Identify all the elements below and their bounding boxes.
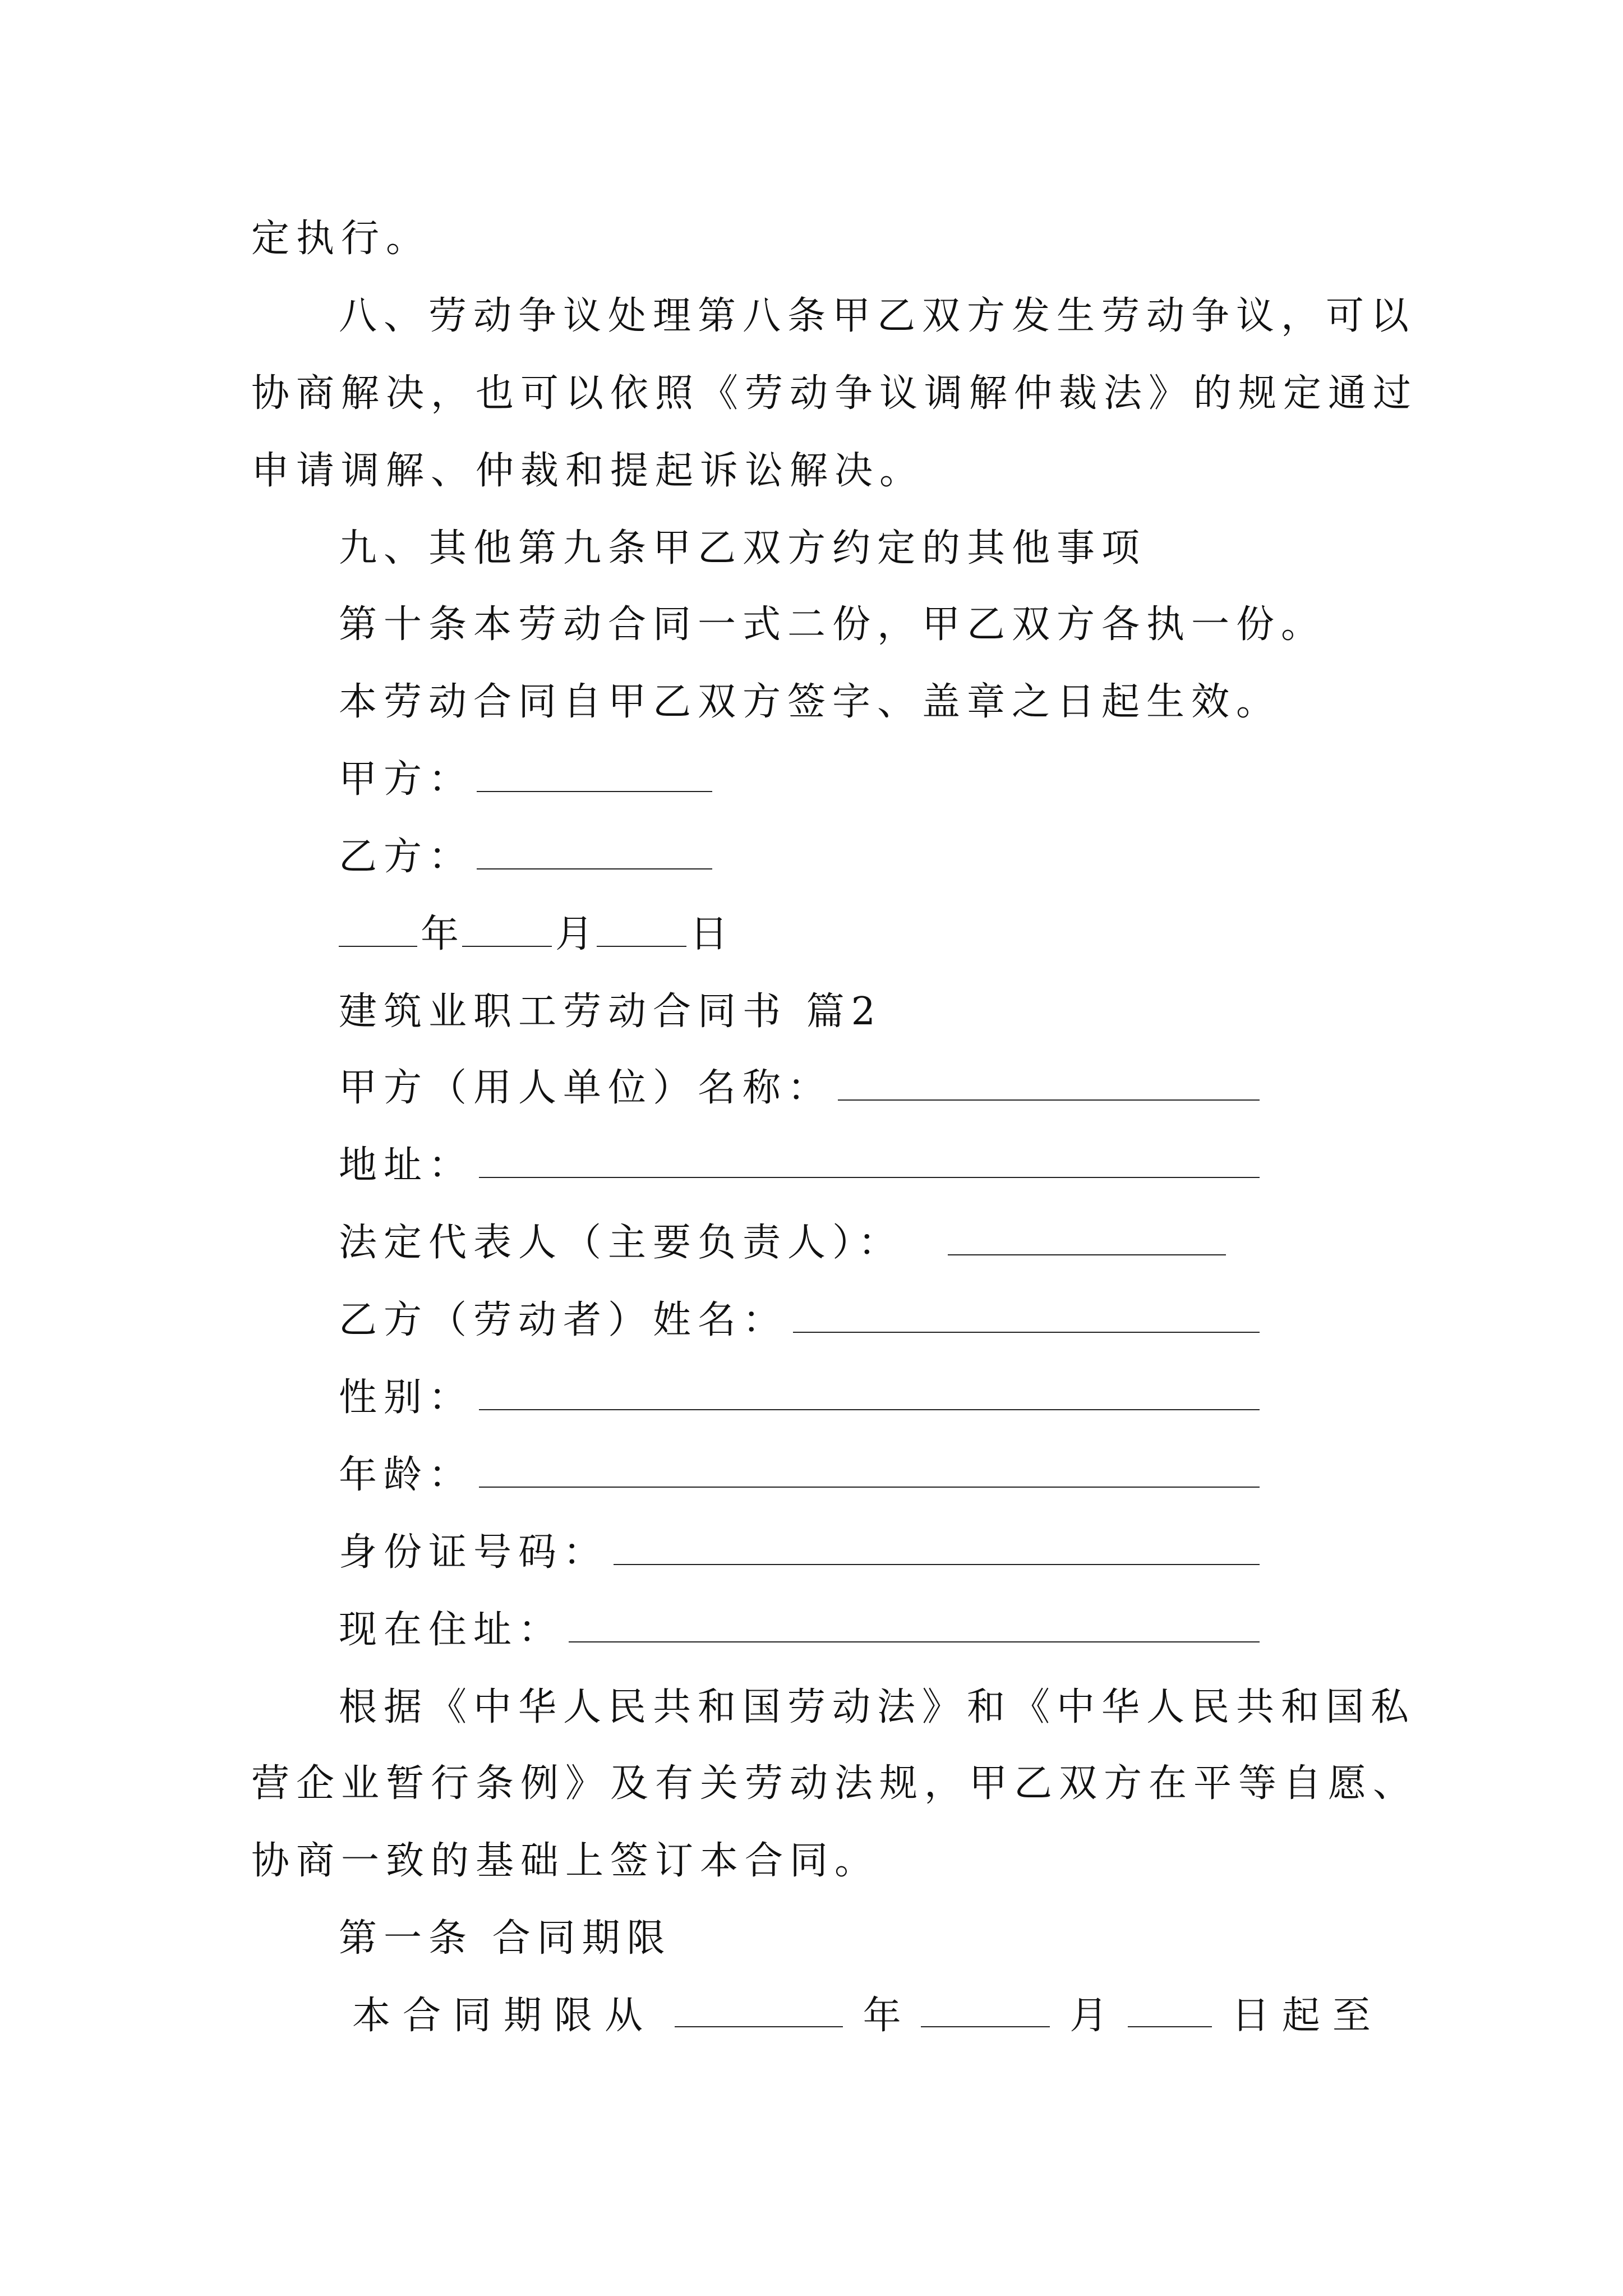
worker-name-blank[interactable]	[793, 1303, 1260, 1333]
residence-blank[interactable]	[569, 1612, 1260, 1642]
employer-name-field	[339, 1066, 1260, 1110]
party-b-label: 乙方：	[339, 835, 474, 879]
text-line: 申请调解、仲裁和提起诉讼解决。	[251, 449, 925, 493]
party-b-blank[interactable]	[477, 839, 712, 869]
term-start-year-blank[interactable]	[675, 1997, 843, 2027]
id-number-blank[interactable]	[614, 1535, 1260, 1565]
age-blank[interactable]	[479, 1457, 1260, 1488]
legal-rep-blank[interactable]	[948, 1225, 1226, 1255]
month-label: 月	[555, 912, 594, 956]
text-line: 九、其他第九条甲乙双方约定的其他事项	[339, 526, 1147, 570]
date-line	[339, 912, 728, 956]
gender-field	[339, 1375, 1260, 1420]
address-label: 地址：	[339, 1143, 474, 1188]
gender-blank[interactable]	[479, 1380, 1260, 1410]
age-label: 年龄：	[339, 1453, 474, 1497]
employer-name-label: 甲方（用人单位）名称：	[339, 1066, 833, 1110]
day-blank[interactable]	[597, 917, 686, 947]
term-start-day-blank[interactable]	[1128, 1997, 1212, 2027]
term-year-label: 年	[863, 1994, 901, 2038]
contract-term-line	[352, 1994, 1383, 2038]
article-1-heading: 第一条 合同期限	[339, 1916, 672, 1961]
text-line: 协商一致的基础上签订本合同。	[251, 1839, 880, 1883]
id-number-label: 身份证号码：	[339, 1530, 608, 1575]
term-from-label: 本合同期限从	[352, 1994, 656, 2038]
employer-name-blank[interactable]	[838, 1070, 1260, 1101]
year-label: 年	[421, 912, 459, 956]
gender-label: 性别：	[339, 1375, 474, 1420]
party-b-signature-line	[339, 835, 716, 879]
section-title: 建筑业职工劳动合同书 篇2	[339, 990, 882, 1034]
legal-rep-field	[339, 1221, 1226, 1265]
residence-label: 现在住址：	[339, 1608, 564, 1652]
text-line: 协商解决，也可以依照《劳动争议调解仲裁法》的规定通过	[251, 371, 1418, 416]
address-blank[interactable]	[479, 1148, 1260, 1178]
text-line: 定执行。	[251, 217, 431, 261]
text-line: 本劳动合同自甲乙双方签字、盖章之日起生效。	[339, 680, 1281, 724]
term-start-month-blank[interactable]	[921, 1997, 1050, 2027]
text-line: 第十条本劳动合同一式二份，甲乙双方各执一份。	[339, 602, 1326, 647]
worker-name-field	[339, 1298, 1260, 1342]
year-blank[interactable]	[339, 917, 417, 947]
worker-name-label: 乙方（劳动者）姓名：	[339, 1298, 788, 1342]
party-a-label: 甲方：	[339, 757, 474, 802]
text-line: 营企业暂行条例》及有关劳动法规，甲乙双方在平等自愿、	[251, 1761, 1418, 1806]
text-line: 八、劳动争议处理第八条甲乙双方发生劳动争议，可以	[339, 294, 1416, 338]
month-blank[interactable]	[462, 917, 552, 947]
residence-field	[339, 1608, 1260, 1652]
day-label: 日	[690, 912, 728, 956]
party-a-blank[interactable]	[477, 762, 712, 792]
address-field	[339, 1143, 1260, 1188]
legal-rep-label: 法定代表人（主要负责人）：	[339, 1221, 903, 1265]
id-number-field	[339, 1530, 1260, 1575]
age-field	[339, 1453, 1260, 1497]
term-month-label: 月	[1069, 1994, 1108, 2038]
party-a-signature-line	[339, 757, 716, 802]
text-line: 根据《中华人民共和国劳动法》和《中华人民共和国私	[339, 1685, 1416, 1729]
term-day-label: 日起至	[1231, 1994, 1383, 2038]
